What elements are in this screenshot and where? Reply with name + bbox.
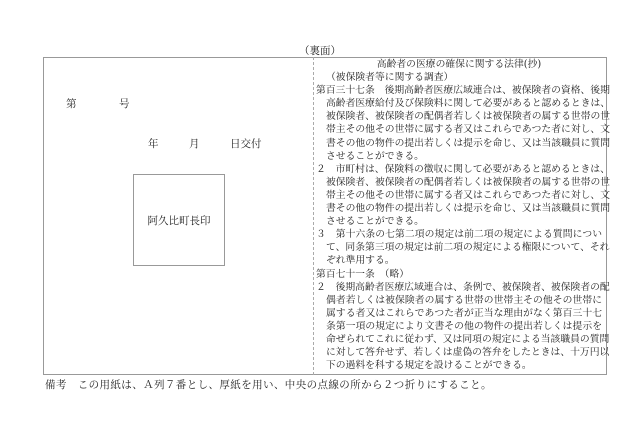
law-line: ２ 後期高齢者医療広域連合は、条例で、被保険者、被保険者の配: [316, 281, 610, 293]
law-line: 被保険者、被保険者の配偶者若しくは被保険者の属する世帯の世: [326, 111, 611, 123]
law-line: 被保険者、被保険者の配偶者若しくは被保険者の属する世帯の世: [326, 176, 611, 188]
law-line: 帯主その他その世帯に属する者又はこれらであつた者に対し、文: [326, 124, 611, 136]
day-issued-label: 日交付: [230, 138, 262, 150]
footer-note: 備考 この用紙は、Ａ列７番とし、厚紙を用い、中央の点線の所から２つ折りにすること。: [45, 379, 492, 391]
month-label: 月: [189, 138, 200, 150]
law-lines: [316, 84, 611, 372]
side-label: （裏面）: [299, 45, 341, 57]
law-line: 下の過料を科する規定を設けることができる。: [326, 360, 532, 372]
law-line: 第百三十七条 後期高齢者医療広域連合は、被保険者の資格、後期: [316, 85, 610, 97]
law-line: 偶者若しくは被保険者の属する世帯の世帯主その他その世帯に: [326, 294, 602, 306]
law-line: 書その他の物件の提出若しくは提示を命じ、又は当該職員に質問: [326, 137, 611, 149]
number-prefix: 第: [66, 98, 77, 110]
law-line: ぞれ準用する。: [326, 255, 395, 267]
law-line: 帯主その他その世帯に属する者又はこれらであつた者に対し、文: [326, 189, 611, 201]
law-subtitle: （被保険者等に関する調査）: [326, 72, 454, 84]
law-title: 高齢者の医療の確保に関する法律(抄): [376, 59, 542, 70]
seal-label: 阿久比町長印: [147, 214, 211, 227]
law-line: 書その他の物件の提出若しくは提示を命じ、又は当該職員に質問: [326, 203, 611, 215]
number-suffix: 号: [119, 98, 130, 110]
law-line: 条第一項の規定により文書その他の物件の提出若しくは提示を: [326, 320, 602, 332]
law-line: ３ 第十六条の七第二項の規定は前二項の規定による質問につい: [316, 229, 602, 241]
law-line: 高齢者医療給付及び保険料に関して必要があると認めるときは、: [326, 98, 611, 110]
seal-box: [133, 174, 225, 266]
law-line: ２ 市町村は、保険料の徴収に関して必要があると認めるときは、: [316, 163, 610, 175]
law-line: 属する者又はこれらであつた者が正当な理由がなく第百三十七: [326, 307, 602, 319]
fold-line: [313, 57, 314, 375]
law-line: に対して答弁せず、若しくは虚偽の答弁をしたときは、十万円以: [326, 347, 610, 359]
law-line: させることができる。: [326, 216, 424, 228]
law-line: て、同条第三項の規定は前二項の規定による権限について、それ: [326, 242, 610, 254]
law-excerpt: [316, 58, 611, 372]
law-line: させることができる。: [326, 150, 424, 162]
year-label: 年: [148, 138, 159, 150]
law-line: 命ぜられてこれに従わず、又は同項の規定による当該職員の質問: [326, 333, 610, 345]
law-line: 第百七十一条 （略）: [316, 268, 410, 280]
